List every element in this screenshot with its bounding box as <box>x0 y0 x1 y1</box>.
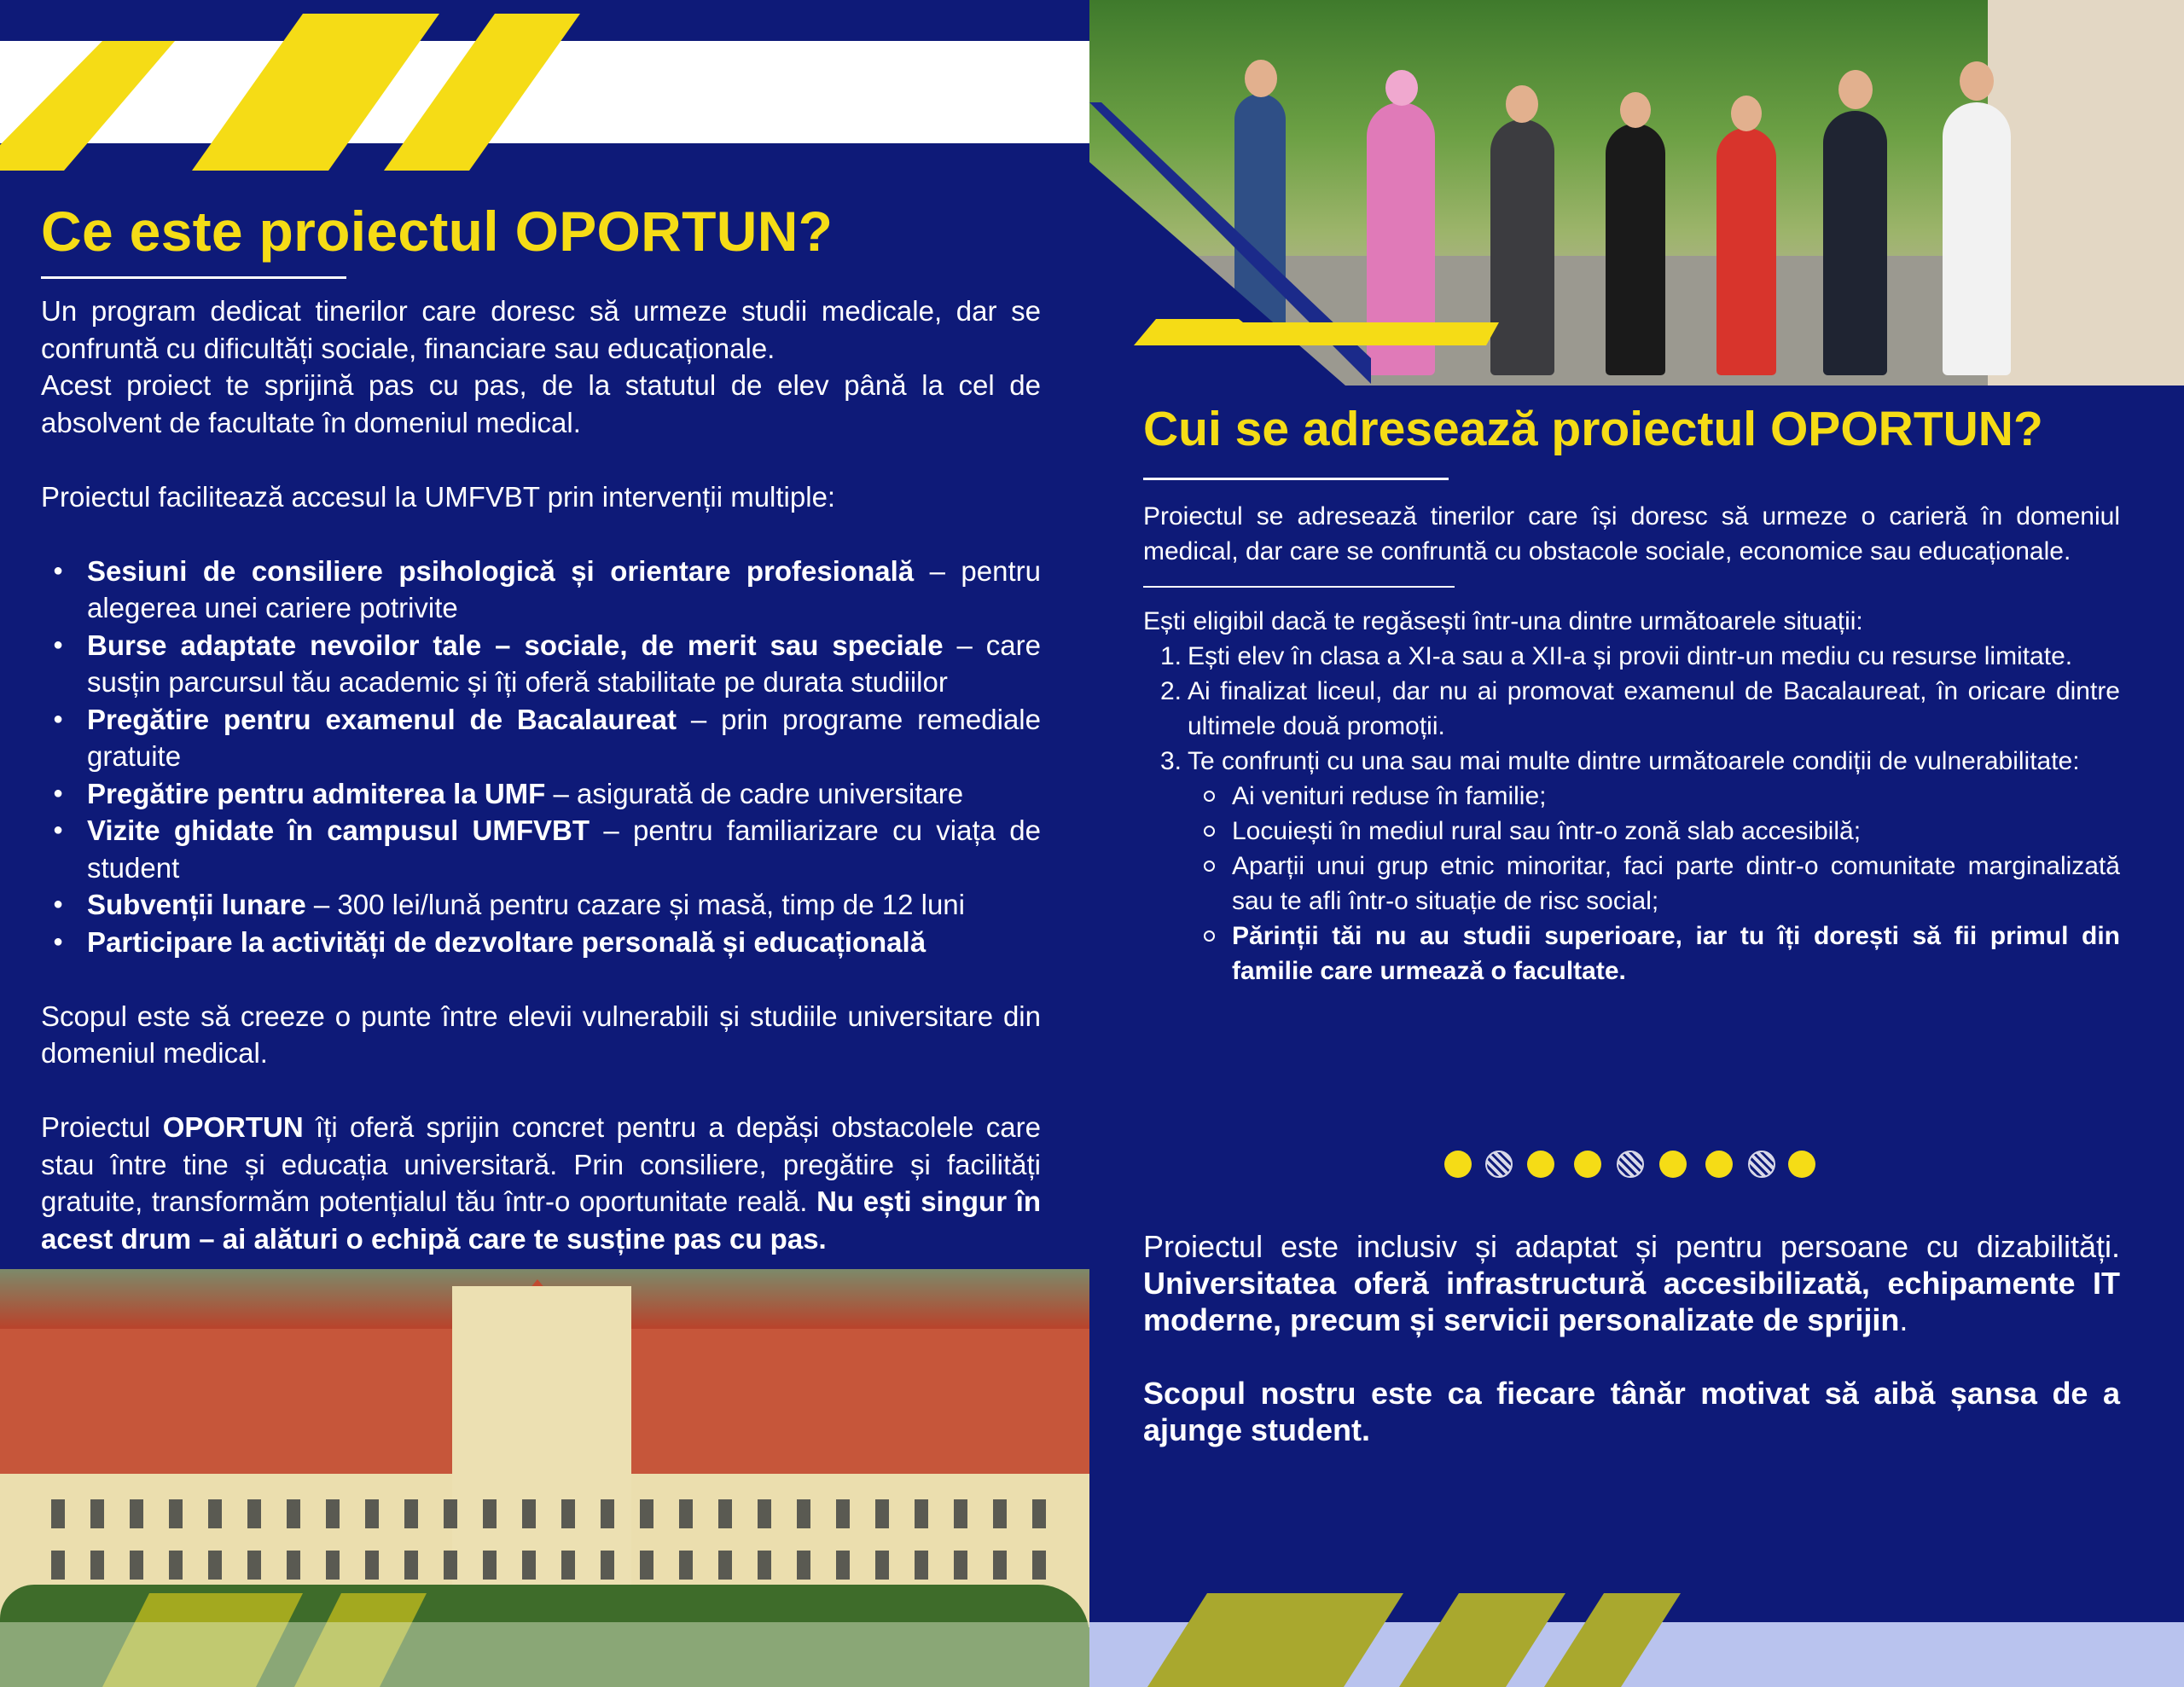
dot-hatched <box>1748 1151 1775 1178</box>
audience-paragraph: Proiectul se adresează tinerilor care își doresc să urmeze o carieră în domeniul medical, dar care se confruntă cu obstacole sociale, economice sau educaționale. <box>1143 502 2120 565</box>
dot-solid <box>1527 1151 1554 1178</box>
dot-solid <box>1574 1151 1601 1178</box>
list-item: ● Participare la activități de dezvoltare personală și educațională <box>87 924 1041 961</box>
list-item: 2. Ai finalizat liceul, dar nu ai promovat examenul de Bacalaureat, în oricare dintre ultimele două promoții. <box>1160 677 2120 740</box>
access-intro: Proiectul facilitează accesul la UMFVBT prin intervenții multiple: <box>41 480 836 513</box>
left-heading: Ce este proiectul OPORTUN? <box>41 200 834 263</box>
list-item: ● Sesiuni de consiliere psihologică și orientare profesională – pentru alegerea unei cariere potrivite <box>87 553 1041 627</box>
list-item: Locuiești în mediul rural sau într-o zonă slab accesibilă; <box>1232 814 2120 849</box>
right-body <box>1143 499 2120 988</box>
vulnerability-conditions-list <box>1188 779 2120 988</box>
list-item: ● Pregătire pentru examenul de Bacalaureat – prin programe remediale gratuite <box>87 701 1041 775</box>
interventions-list <box>41 553 1041 961</box>
dot-solid <box>1444 1151 1472 1178</box>
dot-hatched <box>1617 1151 1644 1178</box>
dot-solid <box>1788 1151 1815 1178</box>
dot-solid <box>1659 1151 1687 1178</box>
inclusion-section <box>1143 1228 2120 1448</box>
list-item: Aparții unui grup etnic minoritar, faci parte dintr-o comunitate marginalizată sau te afli într-o situație de risc social; <box>1232 849 2120 919</box>
goal-paragraph: Scopul nostru este ca fiecare tânăr motivat să aibă șansa de a ajunge student. <box>1143 1376 2120 1447</box>
list-item: ● Vizite ghidate în campusul UMFVBT – pentru familiarizare cu viața de student <box>87 812 1041 886</box>
left-heading-underline <box>41 276 346 279</box>
right-heading: Cui se adresează proiectul OPORTUN? <box>1143 402 2043 456</box>
intro-paragraph-2: Acest proiect te sprijină pas cu pas, de la statutul de elev până la cel de absolvent de facultate în domeniul medical. <box>41 369 1041 438</box>
dot-hatched <box>1485 1151 1513 1178</box>
list-item: Părinții tăi nu au studii superioare, iar tu îți dorești să fii primul din familie care urmează o facultate. <box>1232 919 2120 988</box>
list-item: ● Burse adaptate nevoilor tale – sociale, de merit sau speciale – care susțin parcursul tău academic și îți oferă stabilitate pe durata studiilor <box>87 627 1041 701</box>
list-item: Ai venituri reduse în familie; <box>1232 779 2120 814</box>
inclusion-paragraph: Proiectul este inclusiv și adaptat și pentru persoane cu dizabilități. Universitatea oferă infrastructură accesibilizată, echipamente IT moderne, precum și servicii personalizate de sprijin. <box>1143 1229 2120 1337</box>
dot-solid <box>1705 1151 1733 1178</box>
left-panel <box>0 0 1089 1687</box>
right-heading-underline <box>1143 478 1449 480</box>
closing-paragraph: Proiectul OPORTUN îți oferă sprijin concret pentru a depăși obstacolele care stau între tine și educația universitară. Prin consiliere, pregătire și facilități gratuite, transformăm potențialul tău într-o oportunitate reală. Nu ești singur în acest drum – ai alături o echipă care te susține pas cu pas. <box>41 1111 1042 1255</box>
eligible-intro: Ești eligibil dacă te regăsești într-una dintre următoarele situații: <box>1143 607 1863 635</box>
list-item: ● Pregătire pentru admiterea la UMF – asigurată de cadre universitare <box>87 775 1041 813</box>
section-divider <box>1143 586 1455 588</box>
bottom-fade-band <box>0 1622 1089 1687</box>
intro-paragraph-1: Un program dedicat tinerilor care doresc să urmeze studii medicale, dar se confruntă cu dificultăți sociale, financiare sau educaționale. <box>41 295 1041 364</box>
students-photo <box>1089 0 2184 386</box>
list-item: 3. Te confrunți cu una sau mai multe dintre următoarele condiții de vulnerabilitate: Ai venituri reduse în familie; Locuiești în mediul rural sau într-o zonă slab accesibilă; Aparții unui grup etnic minoritar, faci parte dintr-o comunitate marginalizată sau te afli într-o situație de risc social; Părinții tăi nu au studii superioare, iar tu îți dorești să fii primul din familie care urmează o facultate. <box>1188 744 2120 988</box>
list-item: 1. Ești elev în clasa a XI-a sau a XII-a și provii dintr-un mediu cu resurse limitate. <box>1160 642 2073 670</box>
left-body <box>41 293 1041 1257</box>
eligibility-list <box>1143 639 2120 988</box>
list-item: ● Subvenții lunare – 300 lei/lună pentru cazare și masă, timp de 12 luni <box>87 886 1041 924</box>
scope-paragraph: Scopul este să creeze o punte între elevii vulnerabili și studiile universitare din domeniul medical. <box>41 1000 1041 1069</box>
